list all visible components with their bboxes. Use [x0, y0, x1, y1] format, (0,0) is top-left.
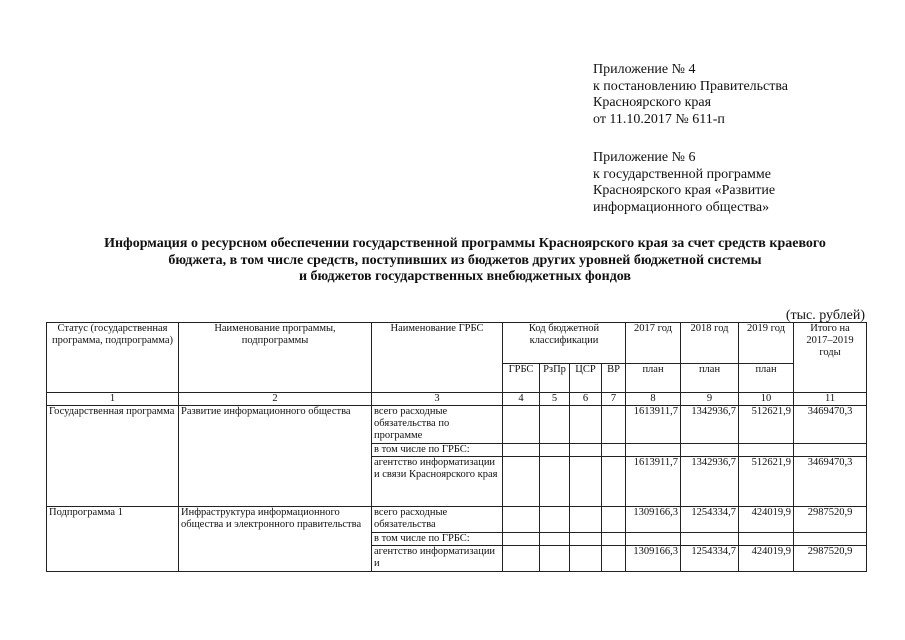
header-vr: ВР [602, 364, 626, 393]
value-total: 2987520,9 [794, 507, 867, 533]
appendix-6-line: к государственной программе [593, 166, 771, 182]
title-line: Информация о ресурсном обеспечении государственной программы Красноярского края за счет средств краевого [104, 236, 826, 251]
row-status: Государственная программа [47, 406, 179, 507]
value-total [794, 444, 867, 457]
value-2019 [739, 533, 794, 546]
value-total: 3469470,3 [794, 406, 867, 444]
table-row [47, 507, 867, 533]
column-number: 1 [47, 393, 179, 406]
value-2017: 1613911,7 [626, 406, 681, 444]
resource-table [46, 322, 867, 572]
header-status: Статус (государственная программа, подпрограмма) [47, 323, 179, 393]
header-rzpr: РзПр [540, 364, 570, 393]
header-total: Итого на 2017–2019 годы [794, 323, 867, 393]
value-2017 [626, 533, 681, 546]
appendix-4-line: Красноярского края [593, 95, 712, 110]
row-grbs-label: агентство информатизации и связи Красноярского края [372, 457, 503, 507]
header-plan-2017: план [626, 364, 681, 393]
appendix-4-line: Приложение № 4 [593, 62, 696, 77]
appendix-6-block [593, 150, 775, 216]
value-2018 [681, 444, 739, 457]
title-line: бюджета, в том числе средств, поступивших из бюджетов других уровней бюджетной системы [168, 252, 762, 268]
row-grbs-label: всего расходные обязательства по программе [372, 406, 503, 444]
document-title [60, 236, 870, 286]
appendix-6-line: Красноярского края «Развитие [593, 183, 776, 198]
row-grbs-label: агентство информатизации и [372, 546, 503, 572]
column-number: 5 [540, 393, 570, 406]
value-2017 [626, 444, 681, 457]
value-2018 [681, 533, 739, 546]
header-plan-2018: план [681, 364, 739, 393]
row-grbs-label: в том числе по ГРБС: [372, 444, 503, 457]
column-number: 2 [179, 393, 372, 406]
value-total [794, 533, 867, 546]
value-total: 2987520,9 [794, 546, 867, 572]
header-budget-code: Код бюджетной классификации [503, 323, 626, 364]
appendix-4-line: от 11.10.2017 № 611-п [593, 111, 725, 127]
appendix-6-line: информационного общества» [593, 199, 770, 215]
header-grbs: ГРБС [503, 364, 540, 393]
title-line: и бюджетов государственных внебюджетных фондов [298, 269, 631, 284]
header-grbs-name: Наименование ГРБС [372, 323, 503, 393]
column-number-row [47, 393, 867, 406]
header-csr: ЦСР [570, 364, 602, 393]
row-grbs-label: в том числе по ГРБС: [372, 533, 503, 546]
row-grbs-label: всего расходные обязательства [372, 507, 503, 533]
value-2018: 1254334,7 [681, 507, 739, 533]
column-number: 11 [794, 393, 867, 406]
header-2018: 2018 год [681, 323, 739, 364]
row-status: Подпрограмма 1 [47, 507, 179, 572]
header-2017: 2017 год [626, 323, 681, 364]
value-2018: 1254334,7 [681, 546, 739, 572]
value-2017: 1613911,7 [626, 457, 681, 507]
value-2017: 1309166,3 [626, 546, 681, 572]
value-2019: 512621,9 [739, 406, 794, 444]
column-number: 8 [626, 393, 681, 406]
table-row [47, 406, 867, 444]
value-2018: 1342936,7 [681, 457, 739, 507]
value-2019: 424019,9 [739, 546, 794, 572]
column-number: 10 [739, 393, 794, 406]
header-2019: 2019 год [739, 323, 794, 364]
value-2019: 512621,9 [739, 457, 794, 507]
value-2019: 424019,9 [739, 507, 794, 533]
column-number: 3 [372, 393, 503, 406]
column-number: 9 [681, 393, 739, 406]
column-number: 4 [503, 393, 540, 406]
header-plan-2019: план [739, 364, 794, 393]
row-program-name: Развитие информационного общества [179, 406, 372, 507]
value-2017: 1309166,3 [626, 507, 681, 533]
appendix-4-line: к постановлению Правительства [593, 78, 789, 94]
column-number: 7 [602, 393, 626, 406]
appendix-6-line: Приложение № 6 [593, 150, 696, 165]
column-number: 6 [570, 393, 602, 406]
value-total: 3469470,3 [794, 457, 867, 507]
units-label: (тыс. рублей) [785, 308, 865, 323]
appendix-4-block [593, 62, 788, 128]
header-program-name: Наименование программы, подпрограммы [179, 323, 372, 393]
value-2019 [739, 444, 794, 457]
row-program-name: Инфраструктура информационного общества и электронного правительства [179, 507, 372, 572]
value-2018: 1342936,7 [681, 406, 739, 444]
